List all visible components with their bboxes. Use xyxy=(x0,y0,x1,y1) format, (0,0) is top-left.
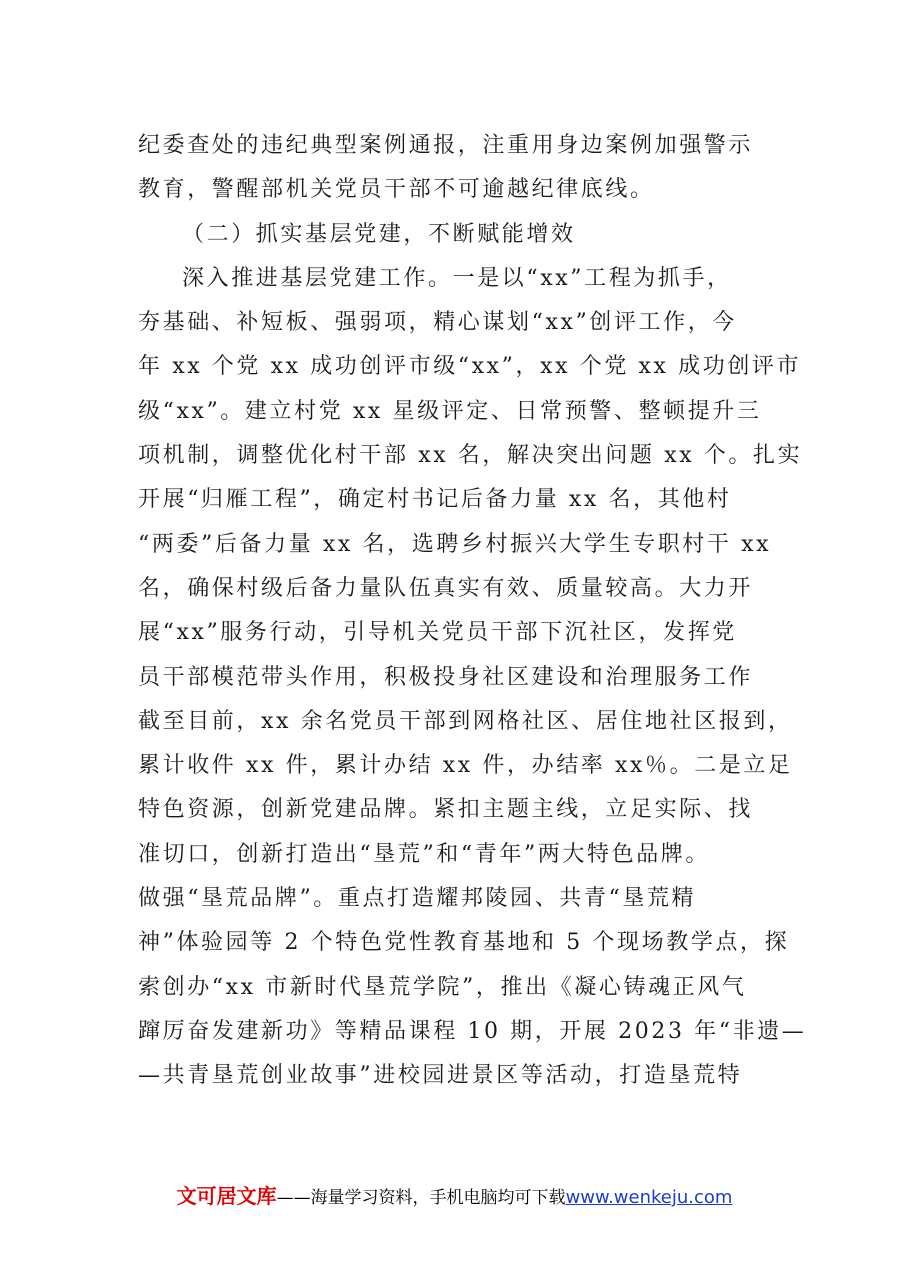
footer-description: ——海量学习资料，手机电脑均可下载 xyxy=(276,1188,566,1208)
text-line: 项机制，调整优化村干部 xx 名，解决突出问题 xx 个。扎实 xyxy=(138,443,803,469)
text-line: “两委”后备力量 xx 名，选聘乡村振兴大学生专职村干 xx xyxy=(138,531,772,557)
text-line: 截至目前，xx 余名党员干部到网格社区、居住地社区报到， xyxy=(138,708,793,734)
text-line: 深入推进基层党建工作。一是以“xx”工程为抓手， xyxy=(182,265,732,291)
text-line: 蹿厉奋发建新功》等精品课程 10 期，开展 2023 年“非遗— xyxy=(138,1018,807,1044)
text-line: 员干部模范带头作用，积极投身社区建设和治理服务工作 xyxy=(138,664,754,690)
text-line: —共青垦荒创业故事”进校园进景区等活动，打造垦荒特 xyxy=(138,1063,743,1089)
footer-watermark xyxy=(0,1180,909,1209)
text-line: 夯基础、补短板、强弱项，精心谋划“xx”创评工作，今 xyxy=(138,310,737,336)
section-heading: （二）抓实基层党建，不断赋能增效 xyxy=(182,221,576,247)
text-line: 级“xx”。建立村党 xx 星级评定、日常预警、整顿提升三 xyxy=(138,398,762,424)
text-line: 累计收件 xx 件，累计办结 xx 件，办结率 xx％。二是立足 xyxy=(138,753,793,779)
text-line: 年 xx 个党 xx 成功创评市级“xx”，xx 个党 xx 成功创评市 xyxy=(138,354,802,380)
text-line: 特色资源，创新党建品牌。紧扣主题主线，立足实际、找 xyxy=(138,797,754,823)
text-line: 纪委查处的违纪典型案例通报，注重用身边案例加强警示 xyxy=(138,133,754,158)
footer-url-link[interactable]: www.wenkeju.com xyxy=(565,1187,733,1208)
text-line: 索创办“xx 市新时代垦荒学院”，推出《凝心铸魂正风气 xyxy=(138,974,747,1000)
document-body xyxy=(138,124,807,1099)
text-line: 教育，警醒部机关党员干部不可逾越纪律底线。 xyxy=(138,177,655,203)
text-line: 神”体验园等 2 个特色党性教育基地和 5 个现场教学点，探 xyxy=(138,930,790,956)
text-line: 开展“归雁工程”，确定村书记后备力量 xx 名，其他村 xyxy=(138,487,732,513)
text-line: 做强“垦荒品牌”。重点打造耀邦陵园、共青“垦荒精 xyxy=(138,886,697,912)
text-line: 展“xx”服务行动，引导机关党员干部下沉社区，发挥党 xyxy=(138,620,737,646)
text-line: 准切口，创新打造出“垦荒”和“青年”两大特色品牌。 xyxy=(138,841,710,867)
text-line: 名，确保村级后备力量队伍真实有效、质量较高。大力开 xyxy=(138,575,754,601)
footer-brand: 文可居文库 xyxy=(176,1184,277,1208)
